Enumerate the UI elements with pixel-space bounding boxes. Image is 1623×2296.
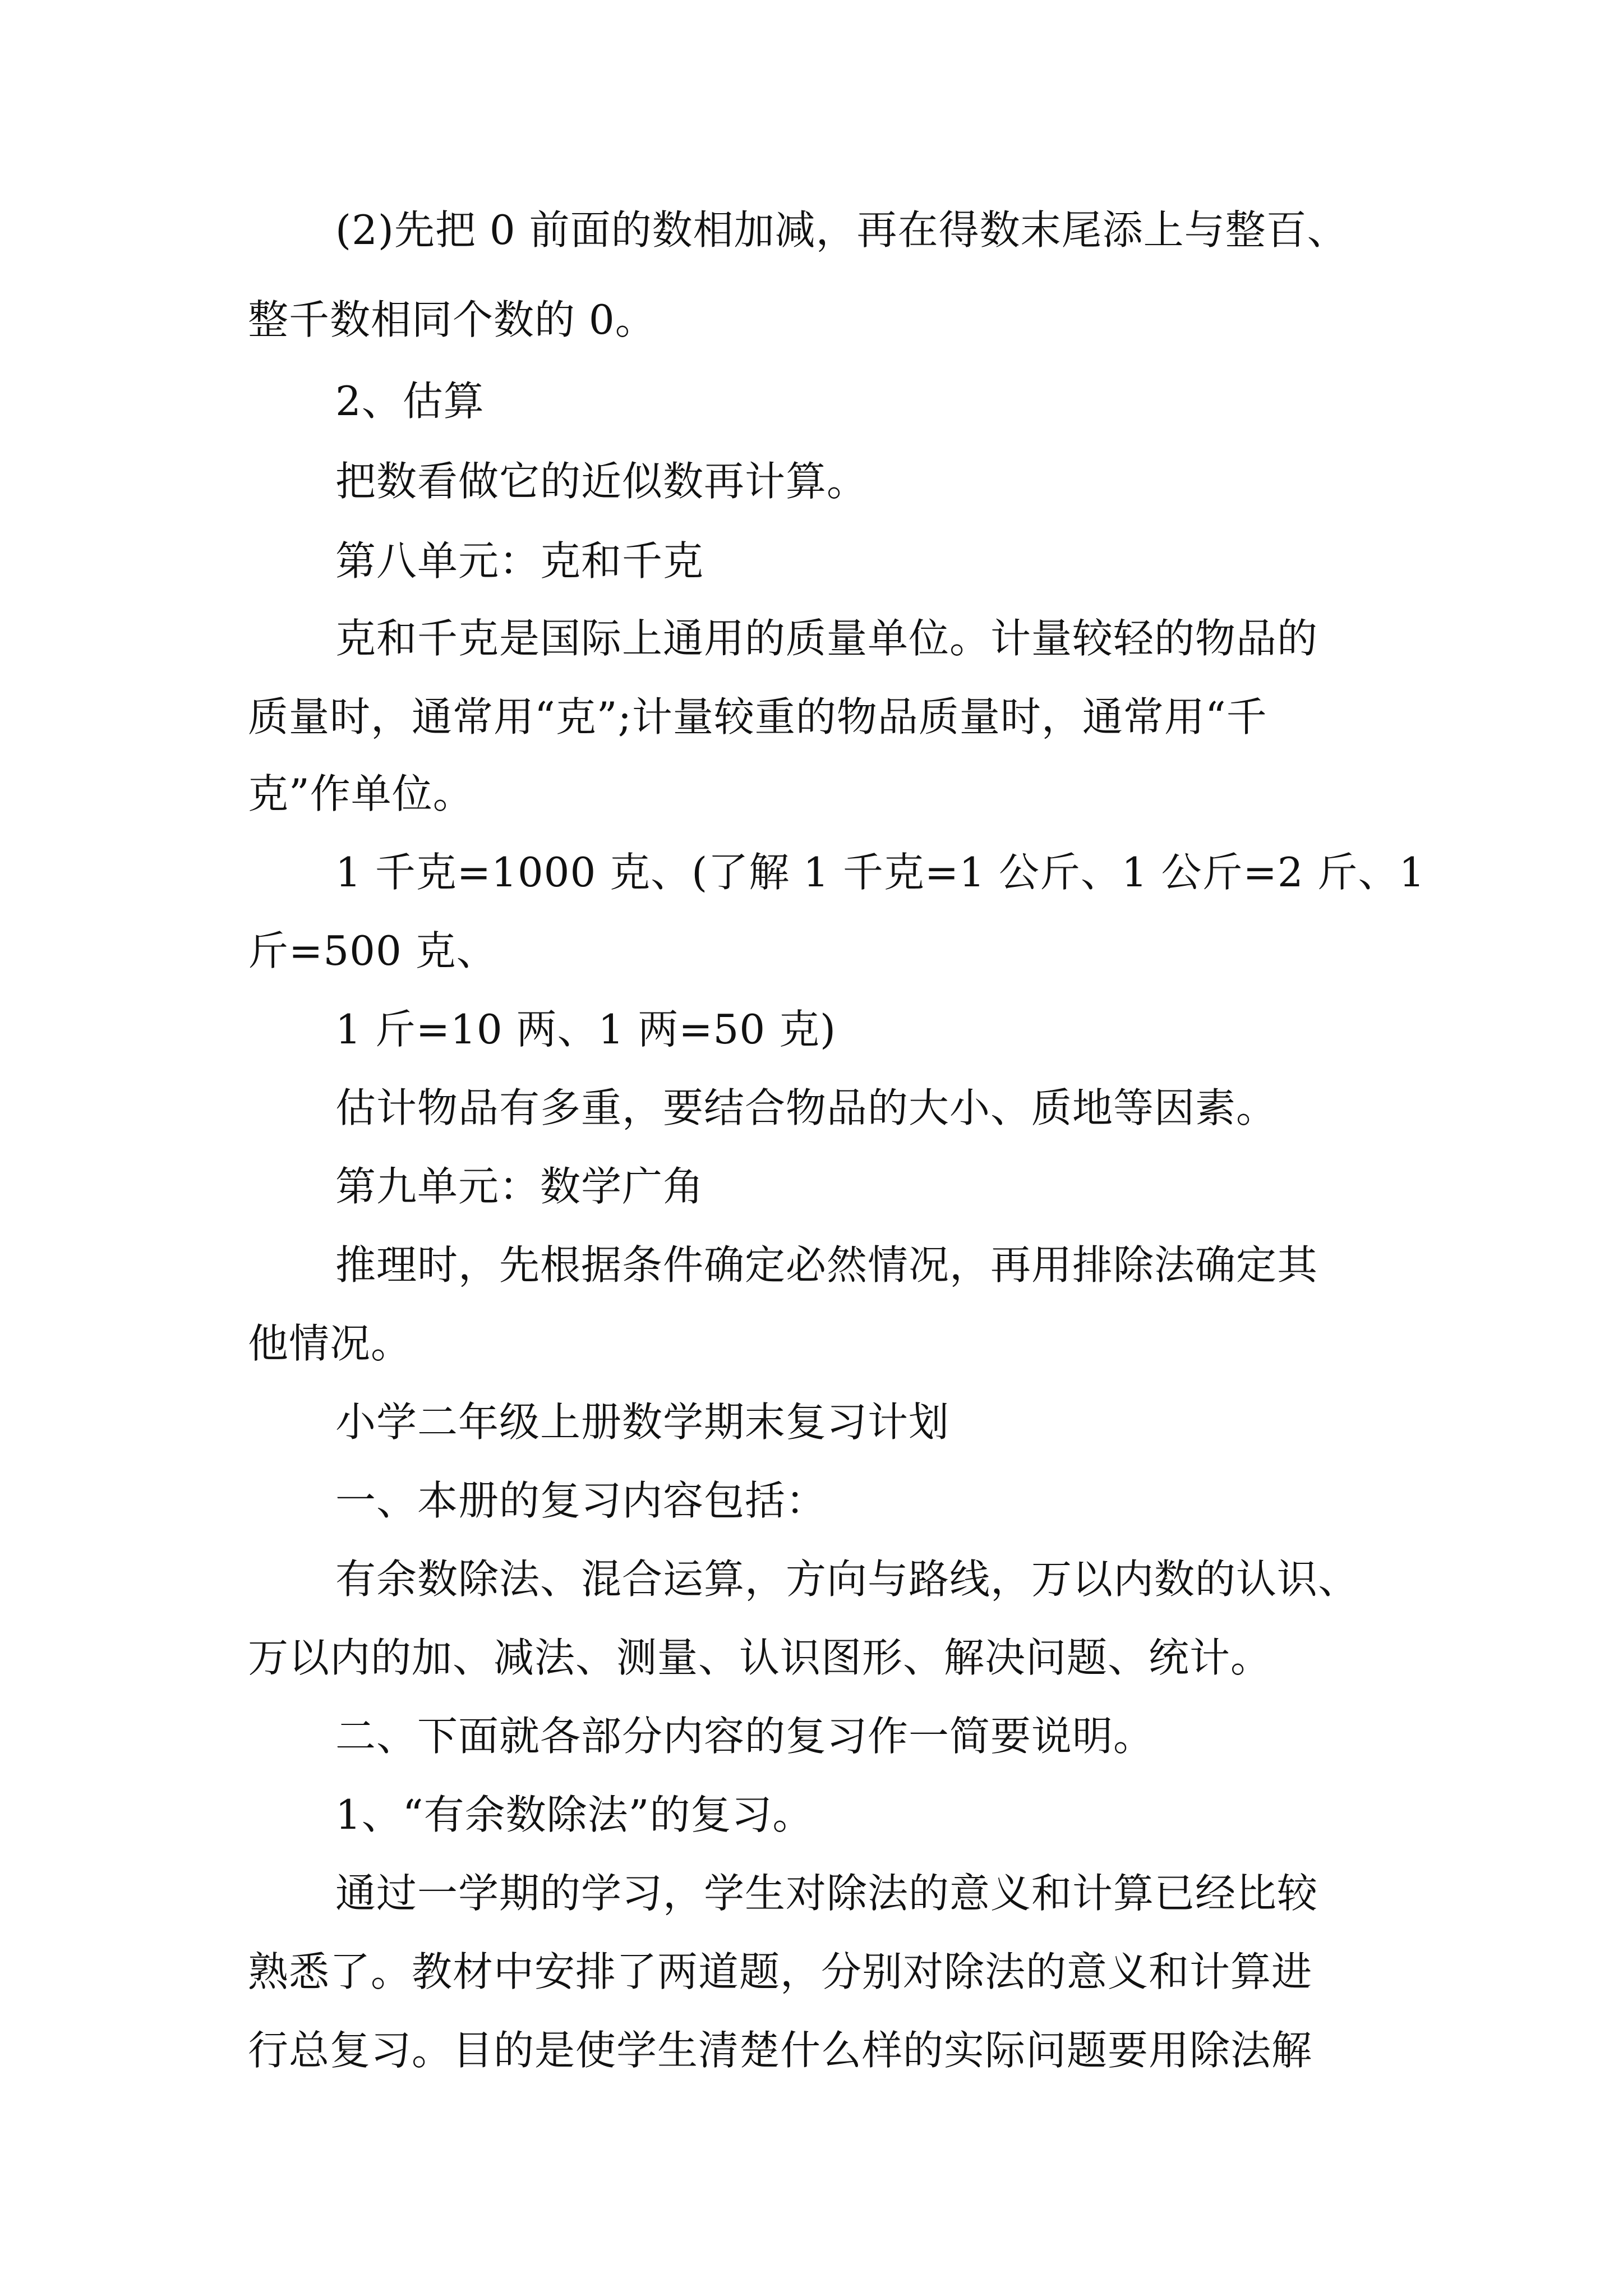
section-heading: 第九单元：数学广角: [335, 1163, 704, 1210]
text-line: 质量时，通常用“克”;计量较重的物品质量时，通常用“千: [248, 693, 1267, 740]
text-line: 熟悉了。教材中安排了两道题，分别对除法的意义和计算进: [248, 1948, 1313, 1995]
text-line: 整千数相同个数的 0。: [248, 296, 656, 343]
text-line: 把数看做它的近似数再计算。: [335, 458, 868, 505]
section-heading: 一、本册的复习内容包括：: [335, 1477, 827, 1524]
text-line: 斤=500 克、: [248, 927, 497, 974]
text-line: 1 千克=1000 克、(了解 1 千克=1 公斤、1 公斤=2 斤、1: [335, 849, 1426, 896]
text-line: 万以内的加、减法、测量、认识图形、解决问题、统计。: [248, 1634, 1272, 1681]
text-line: 通过一学期的学习，学生对除法的意义和计算已经比较: [335, 1870, 1318, 1917]
text-line: 克和千克是国际上通用的质量单位。计量较轻的物品的: [335, 615, 1318, 662]
text-line: 2、估算: [335, 378, 485, 425]
text-line: 1 斤=10 两、1 两=50 克): [335, 1006, 837, 1053]
section-heading: 二、下面就各部分内容的复习作一简要说明。: [335, 1713, 1155, 1760]
section-heading: 第八单元：克和千克: [335, 537, 704, 585]
text-line: 行总复习。目的是使学生清楚什么样的实际问题要用除法解: [248, 2027, 1313, 2074]
text-line: 估计物品有多重，要结合物品的大小、质地等因素。: [335, 1084, 1278, 1131]
text-line: 他情况。: [248, 1320, 412, 1367]
section-heading: 1、“有余数除法”的复习。: [335, 1791, 814, 1838]
document-title: 小学二年级上册数学期末复习计划: [335, 1398, 950, 1446]
text-line: 克”作单位。: [248, 770, 474, 817]
text-line: (2)先把 0 前面的数相加减，再在得数末尾添上与整百、: [335, 206, 1348, 254]
text-line: 推理时，先根据条件确定必然情况，再用排除法确定其: [335, 1241, 1318, 1289]
text-line: 有余数除法、混合运算，方向与路线，万以内数的认识、: [335, 1556, 1359, 1603]
